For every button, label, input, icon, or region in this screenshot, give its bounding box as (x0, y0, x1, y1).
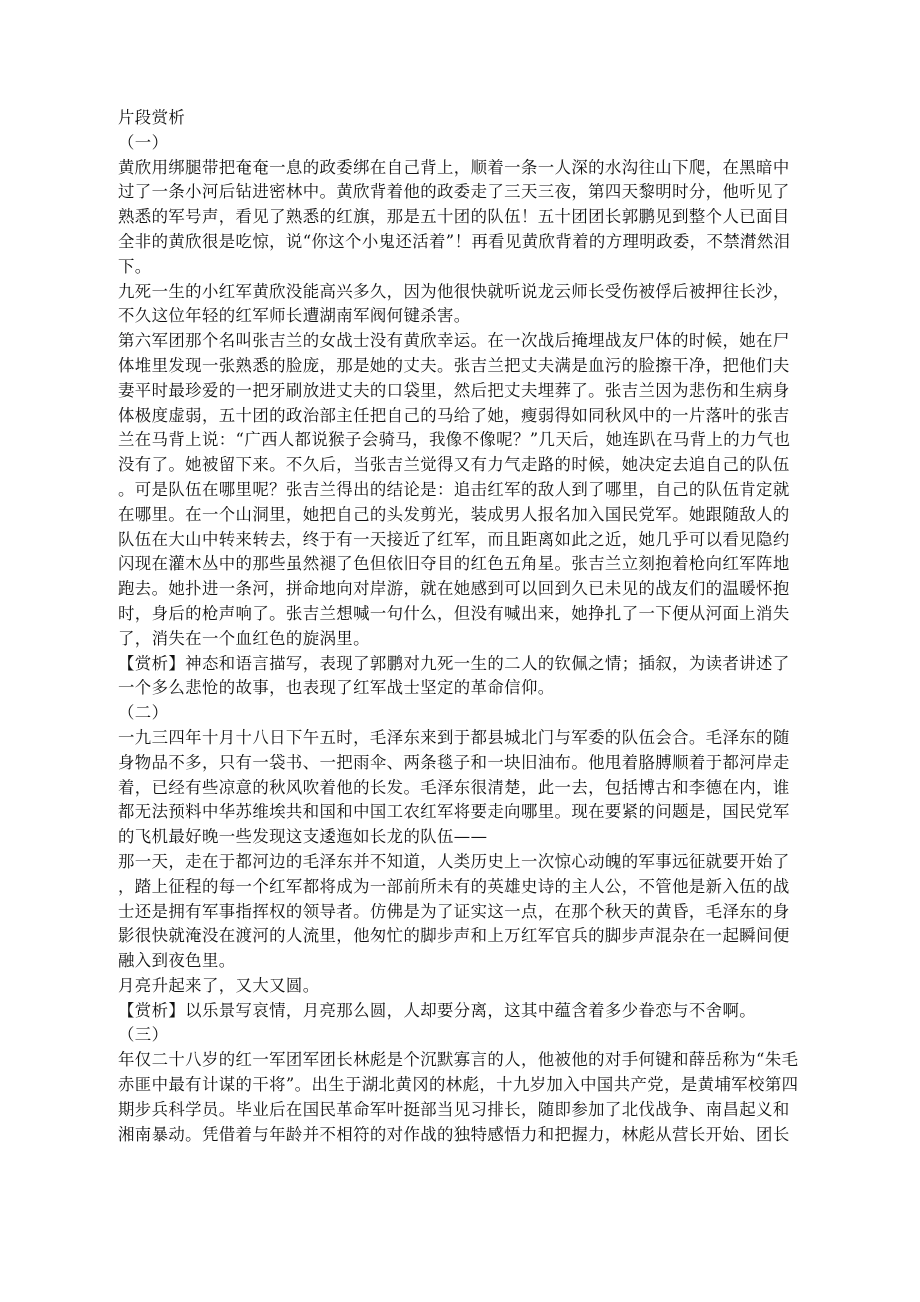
text-line: 兰在马背上说：“广西人都说猴子会骑马，我像不像呢？”几天后，她连趴在马背上的力气也 (118, 430, 791, 450)
text-line: 融入到夜色里。 (118, 951, 236, 971)
text-line: 都无法预料中华苏维埃共和国和中国工农红军将要走向哪里。现在要紧的问题是，国民党军 (118, 802, 790, 822)
text-line: 期步兵科学员。毕业后在国民革命军叶挺部当见习排长，随即参加了北伐战争、南昌起义和 (118, 1099, 790, 1119)
text-line: （二） (118, 703, 169, 723)
text-line: 那一天，走在于都河边的毛泽东并不知道，人类历史上一次惊心动魄的军事远征就要开始了 (118, 851, 790, 871)
text-line: 的飞机最好晚一些发现这支逶迤如长龙的队伍—— (118, 827, 488, 847)
text-line: 【赏析】神态和语言描写，表现了郭鹏对九死一生的二人的钦佩之情；插叙，为读者讲述了 (118, 653, 790, 673)
text-line: 湘南暴动。凭借着与年龄并不相符的对作战的独特感悟力和把握力，林彪从营长开始、团长 (118, 1124, 790, 1144)
text-line: 跑去。她扑进一条河，拼命地向对岸游，就在她感到可以回到久已未见的战友们的温暖怀抱 (118, 579, 790, 599)
text-line: 士还是拥有军事指挥权的领导者。仿佛是为了证实这一点，在那个秋天的黄昏，毛泽东的身 (118, 901, 790, 921)
text-line: 九死一生的小红军黄欣没能高兴多久，因为他很快就听说龙云师长受伤被俘后被押往长沙， (118, 281, 790, 301)
text-line: 时，身后的枪声响了。张吉兰想喊一句什么，但没有喊出来，她挣扎了一下便从河面上消失 (118, 603, 790, 623)
text-line: 了，消失在一个血红色的旋涡里。 (118, 628, 370, 648)
text-line: 在哪里。在一个山洞里，她把自己的头发剪光，装成男人报名加入国民党军。她跟随敌人的 (118, 504, 790, 524)
text-line: 不久这位年轻的红军师长遭湖南军阀何键杀害。 (118, 306, 471, 326)
text-line: 影很快就淹没在渡河的人流里，他匆忙的脚步声和上万红军官兵的脚步声混杂在一起瞬间便 (118, 926, 790, 946)
text-line: 黄欣用绑腿带把奄奄一息的政委绑在自己背上，顺着一条一人深的水沟往山下爬，在黑暗中 (118, 157, 790, 177)
text-line: 月亮升起来了，又大又圆。 (118, 975, 320, 995)
text-line: 第六军团那个名叫张吉兰的女战士没有黄欣幸运。在一次战后掩埋战友尸体的时候，她在尸 (118, 331, 790, 351)
text-line: 一九三四年十月十八日下午五时，毛泽东来到于都县城北门与军委的队伍会合。毛泽东的随 (118, 727, 790, 747)
text-line: 体极度虚弱，五十团的政治部主任把自己的马给了她，瘦弱得如同秋风中的一片落叶的张吉 (118, 405, 790, 425)
text-line: （三） (118, 1025, 169, 1045)
text-line: 队伍在大山中转来转去，终于有一天接近了红军，而且距离如此之近，她几乎可以看见隐约 (118, 529, 790, 549)
text-line: 妻平时最珍爱的一把牙刷放进丈夫的口袋里，然后把丈夫埋葬了。张吉兰因为悲伤和生病身 (118, 380, 790, 400)
text-line: 。可是队伍在哪里呢？张吉兰得出的结论是：追击红军的敌人到了哪里，自己的队伍肯定就 (118, 479, 790, 499)
text-line: 全非的黄欣很是吃惊，说“你这个小鬼还活着”！再看见黄欣背着的方理明政委，不禁潸然泪 (118, 231, 791, 251)
text-line: 一个多么悲怆的故事，也表现了红军战士坚定的革命信仰。 (118, 678, 555, 698)
text-line: 片段赏析 (118, 108, 186, 127)
text-line: 熟悉的军号声，看见了熟悉的红旗，那是五十团的队伍！五十团团长郭鹏见到整个人已面目 (118, 207, 790, 227)
text-line: ，踏上征程的每一个红军都将成为一部前所未有的英雄史诗的主人公，不管他是新入伍的战 (118, 876, 790, 896)
text-line: 【赏析】以乐景写哀情，月亮那么圆，人却要分离，这其中蕴含着多少眷恋与不舍啊。 (118, 1000, 757, 1020)
text-line: 没有了。她被留下来。不久后，当张吉兰觉得又有力气走路的时候，她决定去追自己的队伍 (118, 455, 790, 475)
text-line: 赤匪中最有计谋的干将”。出生于湖北黄冈的林彪，十九岁加入中国共产党，是黄埔军校第四 (118, 1075, 799, 1095)
text-line: （一） (118, 132, 169, 152)
text-line: 身物品不多，只有一袋书、一把雨伞、两条毯子和一块旧油布。他甩着胳膊顺着于都河岸走 (118, 752, 790, 772)
text-line: 下。 (118, 256, 152, 276)
text-line: 年仅二十八岁的红一军团军团长林彪是个沉默寡言的人，他被他的对手何键和薛岳称为“朱毛 (118, 1050, 799, 1070)
text-line: 体堆里发现一张熟悉的脸庞，那是她的丈夫。张吉兰把丈夫满是血污的脸擦干净，把他们夫 (118, 355, 790, 375)
text-line: 着，已经有些凉意的秋风吹着他的长发。毛泽东很清楚，此一去，包括博古和李德在内，谁 (118, 777, 790, 797)
text-line: 闪现在灌木丛中的那些虽然褪了色但依旧夺目的红色五角星。张吉兰立刻抱着枪向红军阵地 (118, 554, 790, 574)
text-line: 过了一条小河后钻进密林中。黄欣背着他的政委走了三天三夜，第四天黎明时分，他听见了 (118, 182, 790, 202)
document-body (118, 106, 808, 1147)
